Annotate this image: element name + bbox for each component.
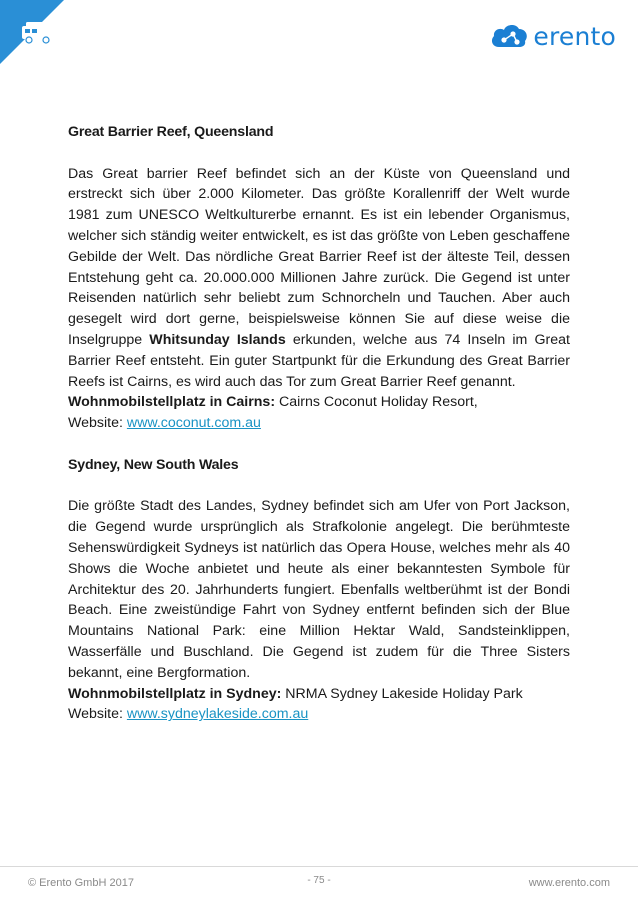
section-paragraph [68,164,570,434]
logo-text: erento [533,21,616,51]
paragraph-text: Die größte Stadt des Landes, Sydney befindet sich am Ufer von Port Jackson, die Gegend wurde ursprünglich als Strafkolonie angelegt. Die berühmteste Sehenswürdigkeit Sydneys ist natürlich das Opera House, welches mehr als 40 Shows die Woche anbietet und heute als einer bekanntesten Symbole für Architektur des 20. Jahrhunderts fungiert. Ebenfalls weltberühmt ist der Bondi Beach. Eine zweistündige Fahrt von Sydney entfernt befinden sich der Blue Mountains National Park: eine Million Hektar Wald, Sandsteinklippen, Wasserfälle und Buschland. Die Gegend ist zudem für die Three Sisters bekannt, eine Bergformation. [68,498,570,681]
paragraph-bold-text: Whitsunday Islands [149,331,286,348]
section-great-barrier-reef [68,122,570,434]
paragraph-text-continued: erkunden, welche aus 74 Inseln im Great Barrier Reef entsteht. Ein guter Startpunkt für die Erkundung des Great Barrier Reefs ist Cairns, es wird auch das Tor zum Great Barrier Reef genannt. [68,331,570,390]
paragraph-text: Das Great barrier Reef befindet sich an der Küste von Queensland und erstreckt sich über 2.000 Kilometer. Das größte Korallenriff der Welt wurde 1981 zum UNESCO Weltkulturerbe ernannt. Es ist ein lebender Organismus, welcher sich ständig weiter entwickelt, es ist das größte von Leben geschaffene Gebilde der Welt. Das nördliche Great Barrier Reef ist der älteste Teil, dessen Entstehung geht ca. 20.000.000 Millionen Jahre zurück. Die Gegend ist unter Reisenden natürlich sehr beliebt zum Schnorcheln und Tauchen. Aber auch gesegelt wird dort gerne, beispielsweise können Sie auf diese weise die Inselgruppe [68,165,570,348]
section-sydney [68,455,570,725]
camp-label: Wohnmobilstellplatz in Cairns: [68,394,276,411]
footer-divider [0,866,638,867]
website-link[interactable]: www.sydneylakeside.com.au [126,706,309,723]
website-label: Website: [68,706,127,723]
erento-logo [489,20,616,52]
camp-label: Wohnmobilstellplatz in Sydney: [68,685,282,702]
footer-website: www.erento.com [528,877,610,889]
cloud-logo-icon [489,21,529,51]
footer-copyright: © Erento GmbH 2017 [28,877,134,889]
corner-badge [0,0,64,64]
section-heading: Sydney, New South Wales [68,456,239,473]
camp-value: NRMA Sydney Lakeside Holiday Park [281,685,523,702]
camp-value: Cairns Coconut Holiday Resort, [275,394,478,411]
footer-page-number: - 75 - [307,875,331,886]
section-heading: Great Barrier Reef, Queensland [68,124,274,140]
website-link[interactable]: www.coconut.com.au [126,415,261,432]
document-body [68,122,570,725]
section-paragraph [68,496,570,725]
website-label: Website: [68,415,127,432]
camper-van-icon [22,22,52,43]
